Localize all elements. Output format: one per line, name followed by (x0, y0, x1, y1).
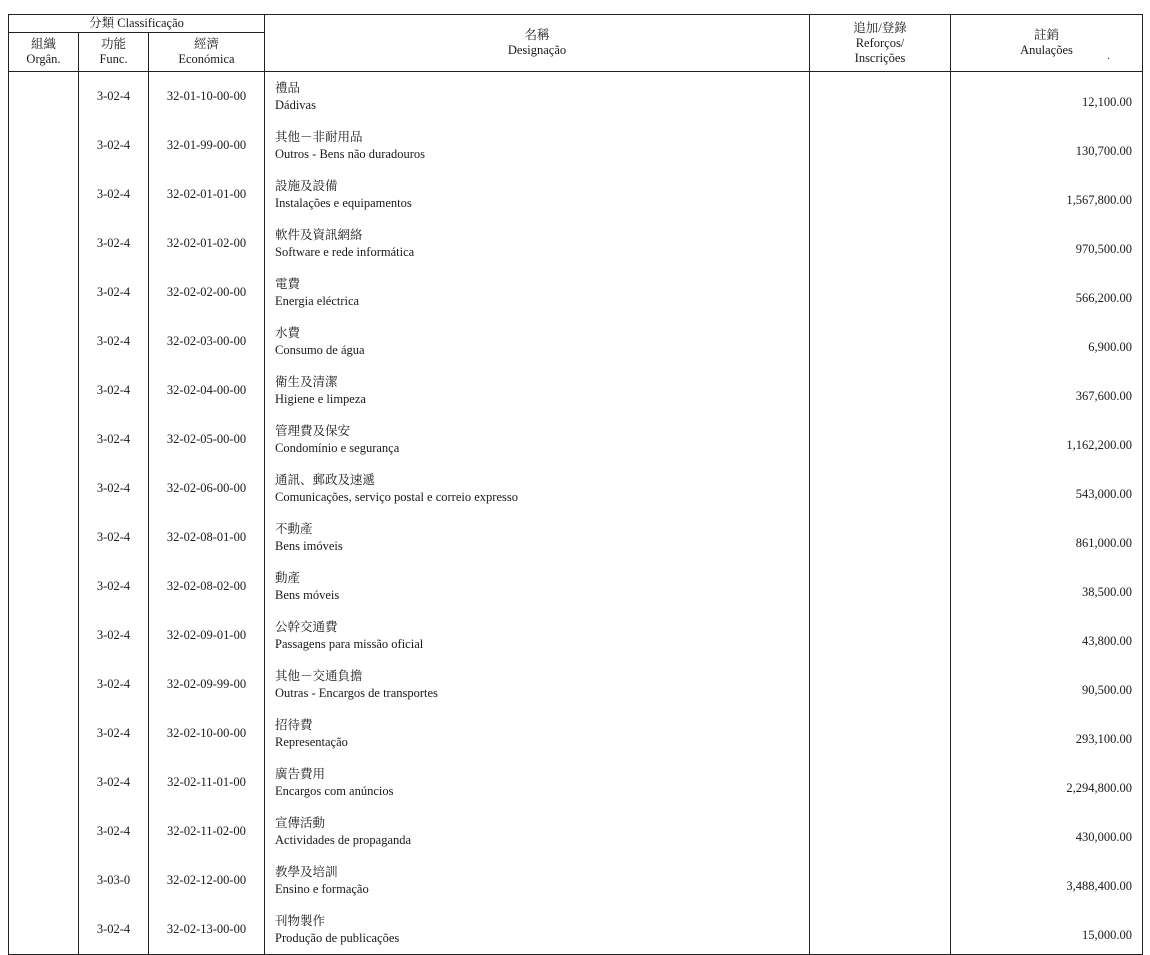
anulacoes-amount: 430,000.00 (951, 807, 1143, 856)
econ-code: 32-02-01-02-00 (149, 219, 265, 268)
func-code: 3-02-4 (79, 758, 149, 807)
anulacoes-amount: 38,500.00 (951, 562, 1143, 611)
func-code: 3-02-4 (79, 170, 149, 219)
budget-table (8, 14, 1143, 955)
econ-code: 32-02-02-00-00 (149, 268, 265, 317)
econ-code: 32-02-01-01-00 (149, 170, 265, 219)
designation-pt: Representação (275, 734, 348, 749)
reforcos-cell (810, 72, 951, 122)
designation-zh: 其他－交通負擔 (275, 668, 363, 683)
designation-pt: Bens imóveis (275, 538, 343, 553)
designation-zh: 教學及培訓 (275, 864, 338, 879)
anulacoes-amount: 293,100.00 (951, 709, 1143, 758)
table-row (9, 366, 1143, 415)
anulacoes-amount: 1,567,800.00 (951, 170, 1143, 219)
designation-pt: Consumo de água (275, 342, 365, 357)
table-row (9, 268, 1143, 317)
econ-code: 32-02-05-00-00 (149, 415, 265, 464)
designation-cell (265, 464, 810, 513)
organ-cell (9, 219, 79, 268)
designation-zh: 軟件及資訊網絡 (275, 227, 363, 242)
table-row (9, 660, 1143, 709)
designation-header-pt: Designação (507, 43, 567, 57)
econ-code: 32-01-10-00-00 (149, 72, 265, 122)
organ-cell (9, 268, 79, 317)
designation-cell (265, 709, 810, 758)
anulacoes-header-zh: 註銷 (1033, 28, 1059, 42)
econ-code: 32-01-99-00-00 (149, 121, 265, 170)
organ-cell (9, 758, 79, 807)
table-row (9, 611, 1143, 660)
reforcos-cell (810, 415, 951, 464)
func-code: 3-02-4 (79, 807, 149, 856)
anulacoes-amount: 6,900.00 (951, 317, 1143, 366)
classification-header: 分類 Classificação (9, 15, 265, 33)
func-code: 3-02-4 (79, 464, 149, 513)
reforcos-cell (810, 709, 951, 758)
reforcos-cell (810, 170, 951, 219)
designation-pt: Ensino e formação (275, 881, 369, 896)
econ-code: 32-02-09-99-00 (149, 660, 265, 709)
func-code: 3-02-4 (79, 219, 149, 268)
designation-pt: Comunicações, serviço postal e correio expresso (275, 489, 518, 504)
organ-header-zh: 組織 (30, 37, 56, 51)
table-row (9, 121, 1143, 170)
econ-code: 32-02-11-01-00 (149, 758, 265, 807)
designation-pt: Produção de publicações (275, 930, 400, 945)
anulacoes-header (951, 15, 1143, 72)
designation-zh: 管理費及保安 (275, 423, 351, 438)
reforcos-cell (810, 268, 951, 317)
table-row (9, 72, 1143, 122)
organ-cell (9, 464, 79, 513)
reforcos-cell (810, 660, 951, 709)
designation-zh: 其他－非耐用品 (275, 129, 363, 144)
organ-cell (9, 562, 79, 611)
designation-pt: Outras - Encargos de transportes (275, 685, 438, 700)
organ-cell (9, 905, 79, 955)
designation-cell (265, 170, 810, 219)
designation-cell (265, 317, 810, 366)
table-row (9, 856, 1143, 905)
designation-pt: Outros - Bens não duradouros (275, 146, 425, 161)
designation-header-zh: 名稱 (524, 28, 550, 42)
anulacoes-amount: 43,800.00 (951, 611, 1143, 660)
func-code: 3-03-0 (79, 856, 149, 905)
designation-zh: 動產 (275, 570, 301, 585)
anulacoes-amount: 566,200.00 (951, 268, 1143, 317)
table-body (9, 72, 1143, 955)
anulacoes-amount: 15,000.00 (951, 905, 1143, 955)
designation-pt: Encargos com anúncios (275, 783, 394, 798)
func-code: 3-02-4 (79, 513, 149, 562)
designation-zh: 水費 (275, 325, 301, 340)
designation-cell (265, 366, 810, 415)
organ-cell (9, 170, 79, 219)
designation-zh: 衛生及清潔 (275, 374, 338, 389)
econ-code: 32-02-06-00-00 (149, 464, 265, 513)
reforcos-cell (810, 464, 951, 513)
table-header (9, 15, 1143, 72)
designation-cell (265, 121, 810, 170)
econ-code: 32-02-11-02-00 (149, 807, 265, 856)
designation-cell (265, 905, 810, 955)
func-code: 3-02-4 (79, 72, 149, 122)
table-row (9, 170, 1143, 219)
organ-header-pt: Orgân. (26, 52, 61, 66)
designation-cell (265, 660, 810, 709)
func-code: 3-02-4 (79, 317, 149, 366)
designation-zh: 廣告費用 (275, 766, 326, 781)
func-code: 3-02-4 (79, 268, 149, 317)
designation-pt: Instalações e equipamentos (275, 195, 412, 210)
organ-cell (9, 366, 79, 415)
designation-cell (265, 415, 810, 464)
designation-pt: Condomínio e segurança (275, 440, 400, 455)
econ-code: 32-02-03-00-00 (149, 317, 265, 366)
func-header-zh: 功能 (100, 37, 126, 51)
designation-cell (265, 807, 810, 856)
reforcos-cell (810, 366, 951, 415)
anulacoes-amount: 861,000.00 (951, 513, 1143, 562)
designation-pt: Higiene e limpeza (275, 391, 366, 406)
reforcos-cell (810, 219, 951, 268)
designation-cell (265, 562, 810, 611)
anulacoes-amount: 90,500.00 (951, 660, 1143, 709)
econ-code: 32-02-10-00-00 (149, 709, 265, 758)
econ-code: 32-02-09-01-00 (149, 611, 265, 660)
func-code: 3-02-4 (79, 611, 149, 660)
organ-cell (9, 415, 79, 464)
organ-header (9, 33, 79, 72)
reforcos-cell (810, 513, 951, 562)
designation-header (265, 15, 810, 72)
reforcos-header (810, 15, 951, 72)
func-code: 3-02-4 (79, 121, 149, 170)
designation-cell (265, 268, 810, 317)
table-row (9, 317, 1143, 366)
designation-cell (265, 758, 810, 807)
reforcos-header-pt2: Inscrições (854, 50, 906, 65)
anulacoes-amount: 3,488,400.00 (951, 856, 1143, 905)
anulacoes-amount: 1,162,200.00 (951, 415, 1143, 464)
reforcos-header-pt: Reforços/ (855, 35, 905, 50)
table-row (9, 758, 1143, 807)
anulacoes-amount: 12,100.00 (951, 72, 1143, 122)
organ-cell (9, 121, 79, 170)
table-row (9, 513, 1143, 562)
table-row (9, 905, 1143, 955)
func-code: 3-02-4 (79, 415, 149, 464)
econ-code: 32-02-13-00-00 (149, 905, 265, 955)
func-header (79, 33, 149, 72)
designation-zh: 刊物製作 (275, 913, 326, 928)
designation-cell (265, 611, 810, 660)
designation-pt: Energia eléctrica (275, 293, 360, 308)
designation-zh: 設施及設備 (275, 178, 338, 193)
table-row (9, 464, 1143, 513)
designation-pt: Dádivas (275, 97, 316, 112)
anulacoes-amount: 130,700.00 (951, 121, 1143, 170)
reforcos-cell (810, 611, 951, 660)
reforcos-cell (810, 562, 951, 611)
reforcos-header-zh: 追加/登錄 (853, 20, 907, 35)
designation-pt: Actividades de propaganda (275, 832, 412, 847)
econ-code: 32-02-08-01-00 (149, 513, 265, 562)
reforcos-cell (810, 905, 951, 955)
reforcos-cell (810, 317, 951, 366)
organ-cell (9, 317, 79, 366)
reforcos-cell (810, 121, 951, 170)
table-row (9, 562, 1143, 611)
econ-header (149, 33, 265, 72)
table-row (9, 709, 1143, 758)
func-code: 3-02-4 (79, 660, 149, 709)
econ-header-zh: 經濟 (193, 37, 219, 51)
organ-cell (9, 807, 79, 856)
designation-pt: Software e rede informática (275, 244, 415, 259)
designation-zh: 電費 (275, 276, 301, 291)
anulacoes-header-pt: Anulações (1020, 43, 1073, 57)
econ-code: 32-02-04-00-00 (149, 366, 265, 415)
table-row (9, 415, 1143, 464)
designation-cell (265, 72, 810, 122)
anulacoes-amount: 367,600.00 (951, 366, 1143, 415)
reforcos-cell (810, 807, 951, 856)
func-code: 3-02-4 (79, 366, 149, 415)
organ-cell (9, 513, 79, 562)
designation-cell (265, 856, 810, 905)
designation-cell (265, 219, 810, 268)
func-code: 3-02-4 (79, 905, 149, 955)
organ-cell (9, 856, 79, 905)
anulacoes-amount: 543,000.00 (951, 464, 1143, 513)
designation-zh: 宣傳活動 (275, 815, 326, 830)
scan-mark: · (1107, 54, 1111, 65)
func-code: 3-02-4 (79, 562, 149, 611)
organ-cell (9, 660, 79, 709)
budget-table-sheet (8, 14, 1142, 955)
designation-zh: 公幹交通費 (275, 619, 338, 634)
designation-zh: 不動產 (275, 521, 313, 536)
organ-cell (9, 611, 79, 660)
table-row (9, 219, 1143, 268)
anulacoes-amount: 2,294,800.00 (951, 758, 1143, 807)
econ-code: 32-02-08-02-00 (149, 562, 265, 611)
econ-header-pt: Económica (178, 52, 235, 66)
func-header-pt: Func. (99, 52, 128, 66)
designation-pt: Bens móveis (275, 587, 340, 602)
organ-cell (9, 72, 79, 122)
econ-code: 32-02-12-00-00 (149, 856, 265, 905)
designation-pt: Passagens para missão oficial (275, 636, 424, 651)
designation-zh: 通訊、郵政及速遞 (275, 472, 376, 487)
designation-zh: 招待費 (275, 717, 313, 732)
table-row (9, 807, 1143, 856)
designation-cell (265, 513, 810, 562)
func-code: 3-02-4 (79, 709, 149, 758)
organ-cell (9, 709, 79, 758)
designation-zh: 禮品 (275, 80, 301, 95)
reforcos-cell (810, 758, 951, 807)
anulacoes-amount: 970,500.00 (951, 219, 1143, 268)
reforcos-cell (810, 856, 951, 905)
